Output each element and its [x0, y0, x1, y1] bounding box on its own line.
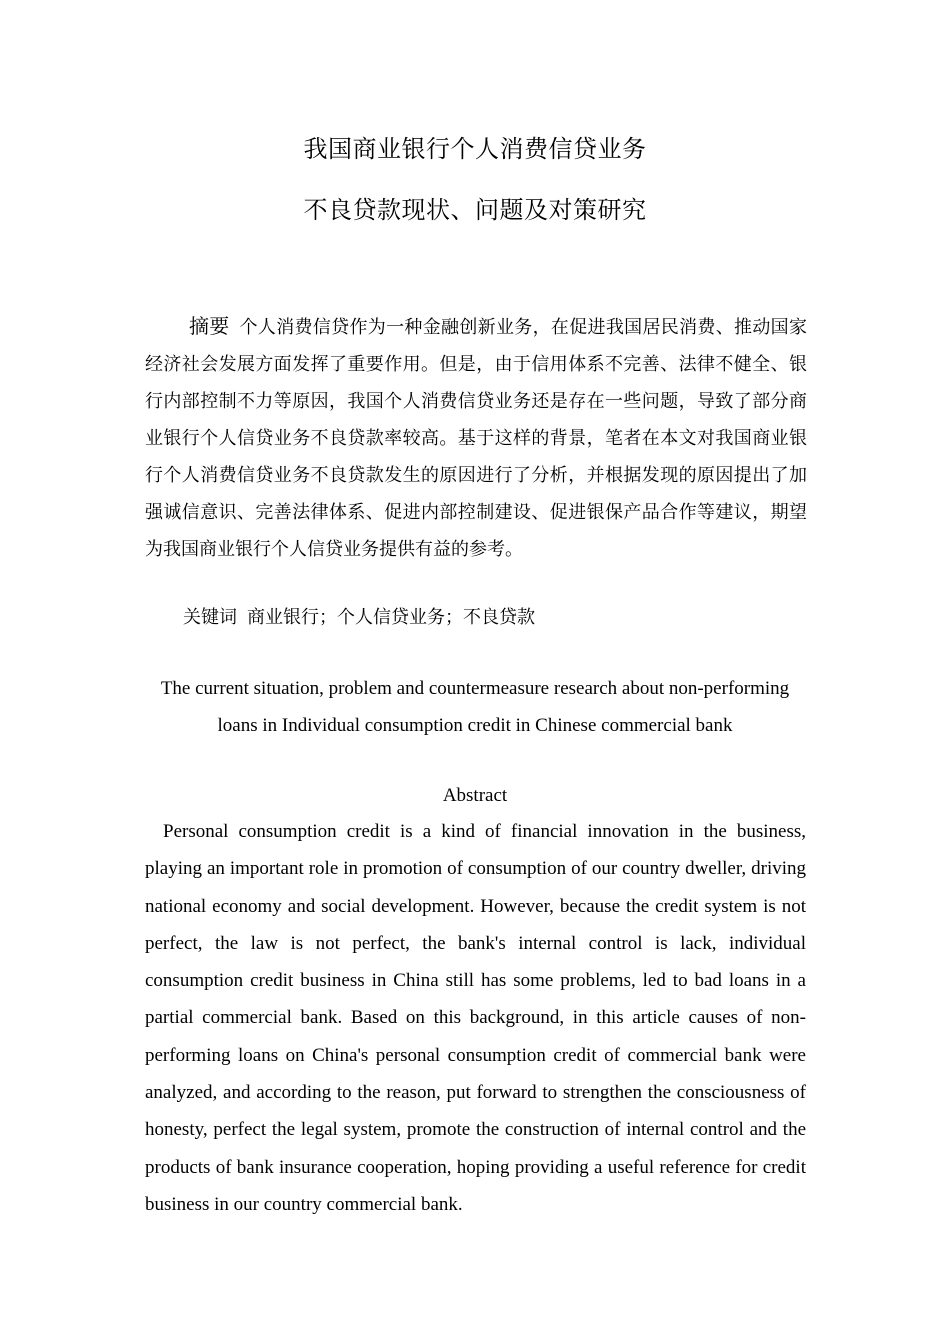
chinese-abstract-label: 摘要: [189, 314, 230, 338]
chinese-abstract: [145, 308, 807, 568]
keywords-label: 关键词: [183, 607, 237, 628]
chinese-title-line-2: 不良贷款现状、问题及对策研究: [303, 196, 647, 224]
english-abstract-heading: Abstract: [442, 785, 508, 806]
chinese-abstract-text: 个人消费信贷作为一种金融创新业务，在促进我国居民消费、推动国家经济社会发展方面发挥了重要作用。但是，由于信用体系不完善、法律不健全、银行内部控制不力等原因，我国个人消费信贷业务还是存在一些问题，导致了部分商业银行个人信贷业务不良贷款率较高。基于这样的背景，笔者在本文对我国商业银行个人消费信贷业务不良贷款发生的原因进行了分析，并根据发现的原因提出了加强诚信意识、完善法律体系、促进内部控制建设、促进银保产品合作等建议，期望为我国商业银行个人信贷业务提供有益的参考。: [145, 317, 807, 560]
english-title-line-1: The current situation, problem and countermeasure research about non-performing: [160, 678, 790, 699]
chinese-keywords: [183, 603, 535, 633]
chinese-title-line-1: 我国商业银行个人消费信贷业务: [303, 135, 647, 163]
keywords-text: 商业银行；个人信贷业务；不良贷款: [247, 607, 535, 628]
english-title-line-2: loans in Individual consumption credit in Chinese commercial bank: [217, 715, 733, 736]
english-abstract-text: Personal consumption credit is a kind of financial innovation in the business, playing an important role in promotion of consumption of our country dweller, driving national economy and social development. However, because the credit system is not perfect, the law is not perfect, the bank's internal control is lack, individual consumption credit business in China still has some problems, led to bad loans in a partial commercial bank. Based on this background, in this article causes of non-performing loans on China's personal consumption credit of commercial bank were analyzed, and according to the reason, put forward to strengthen the consciousness of honesty, perfect the legal system, promote the construction of internal control and the products of bank insurance cooperation, hoping providing a useful reference for credit business in our country commercial bank.: [145, 821, 806, 1215]
english-title: [145, 670, 805, 744]
